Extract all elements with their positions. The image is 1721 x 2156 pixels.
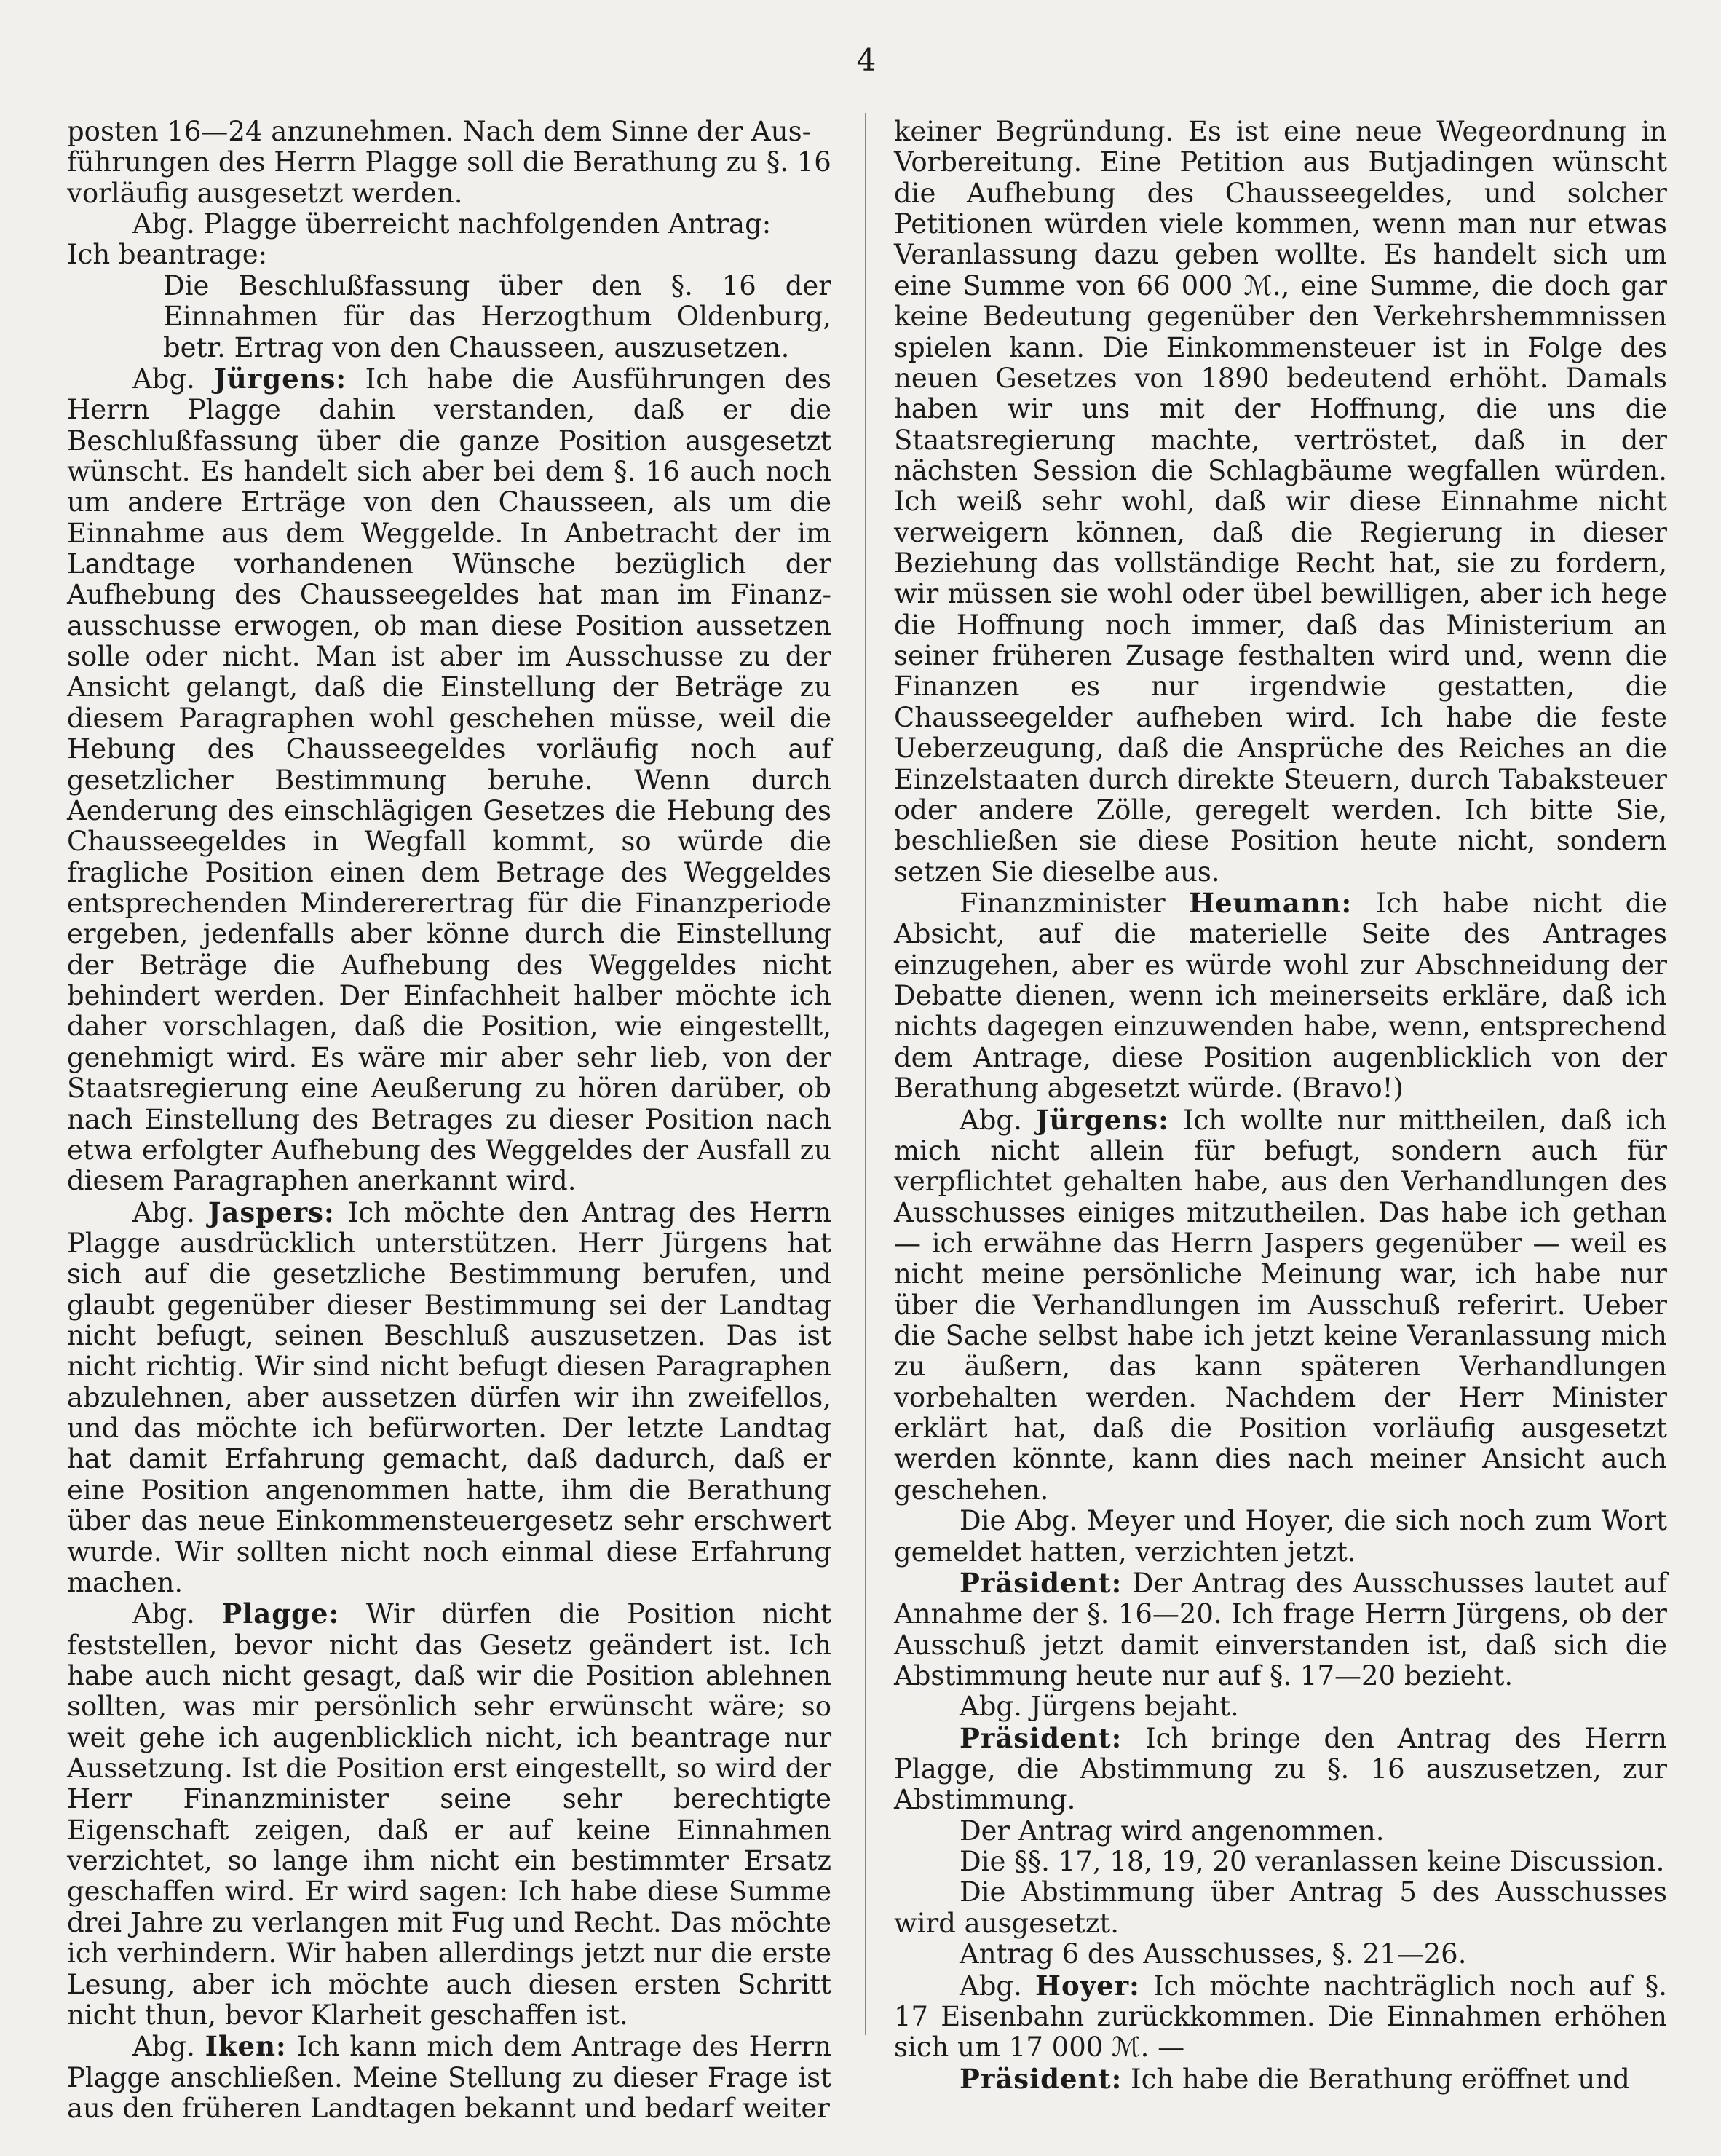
speaker-title: Abg.: [960, 1104, 1022, 1136]
speaker-name: Präsident:: [960, 1566, 1123, 1599]
speaker-name: Jürgens:: [1036, 1103, 1169, 1136]
text-paragraph: Die §§. 17, 18, 19, 20 veranlassen keine Discussion.: [960, 1846, 1665, 1878]
text-paragraph: Antrag 6 des Ausschusses, §. 21—26.: [960, 1938, 1467, 1970]
page-number: 4: [856, 42, 877, 78]
speech-text: Ich bringe den Antrag des Herrn Plagge, die Abstimmung zu §. 16 auszusetzen, zur Abstimmung.: [894, 1722, 1667, 1816]
text-paragraph: posten 16—24 anzunehmen. Nach dem Sinne der Aus- führungen des Herrn Plagge soll die Berathung zu §. 16 vorläufig ausgesetzt werden.: [67, 116, 831, 209]
text-paragraph: Die Abg. Meyer und Hoyer, die sich noch zum Wort gemeldet hatten, verzichten jetzt.: [894, 1505, 1667, 1568]
speaker-name: Präsident:: [960, 2062, 1123, 2095]
text-paragraph: keiner Begründung. Es ist eine neue Wegeordnung in Vorbereitung. Eine Petition aus Butjadingen wünscht die Aufhebung des Chausseegeldes, und solcher Petitionen würden viele kommen, wenn man nur etwas Veranlassung dazu geben wollte. Es handelt sich um eine Summe von 66 000 ℳ., eine Summe, die doch gar keine Bedeutung gegenüber den Verkehrshemmnissen spielen kann. Die Einkommensteuer ist in Folge des neuen Gesetzes von 1890 bedeutend erhöht. Damals haben wir uns mit der Hoffnung, die uns die Staatsregierung machte, vertröstet, daß in der nächsten Session die Schlagbäume wegfallen würden. Ich weiß sehr wohl, daß wir diese Einnahme nicht verweigern können, daß die Regierung in dieser Beziehung das vollständige Recht hat, sie zu fordern, wir müssen sie wohl oder übel bewilligen, aber ich hege die Hoffnung noch immer, daß das Ministerium an seiner früheren Zusage festhalten wird und, wenn die Finanzen es nur irgendwie gestatten, die Chausseegelder aufheben wird. Ich habe die feste Ueberzeugung, daß die Ansprüche des Reiches an die Einzelstaaten durch direkte Steuern, durch Tabaksteuer oder andere Zölle, geregelt werden. Ich bitte Sie, beschließen sie diese Position heute nicht, sondern setzen Sie dieselbe aus.: [894, 116, 1667, 888]
speaker-name: Iken:: [205, 2030, 287, 2063]
speech-text: Wir dürfen die Position nicht feststellen, bevor nicht das Gesetz geändert ist. Ich habe auch nicht gesagt, daß wir die Position ablehnen sollten, was mir persönlich sehr erwünscht wäre; so weit gehe ich augenblicklich nicht, ich beantrage nur Aussetzung. Ist die Position erst eingestellt, so wird der Herr Finanzminister seine sehr berechtigte Eigenschaft zeigen, daß er auf keine Einnahmen verzichtet, so lange ihm nicht ein bestimmter Ersatz geschaffen wird. Er wird sagen: Ich habe diese Summe drei Jahre zu verlangen mit Fug und Recht. Das möchte ich verhindern. Wir haben allerdings jetzt nur die erste Lesung, aber ich möchte auch diesen ersten Schritt nicht thun, bevor Klarheit geschaffen ist.: [67, 1598, 832, 2031]
speaker-name: Heumann:: [1189, 886, 1353, 919]
speaker-name: Jaspers:: [207, 1196, 335, 1228]
speech-text: Ich wollte nur mittheilen, daß ich mich nicht allein für befugt, sondern auch für verpflichtet gehalten habe, aus den Verhandlungen des Ausschusses einiges mitzutheilen. Das habe ich gethan — ich erwähne das Herrn Jaspers gegenüber — weil es nicht meine persönliche Meinung war, ich habe nur über die Verhandlungen im Ausschuß referirt. Ueber die Sache selbst habe ich jetzt keine Veranlassung mich zu äußern, das kann späteren Verhandlungen vorbehalten werden. Nachdem der Herr Minister erklärt hat, daß die Position vorläufig ausgesetzt werden könnte, kann dies nach meiner Ansicht auch geschehen.: [894, 1104, 1667, 1506]
speech-text: Ich habe nicht die Absicht, auf die materielle Seite des Antrages einzugehen, aber es würde wohl zur Abschneidung der Debatte dienen, wenn ich meinerseits erkläre, daß ich nichts dagegen einzuwenden habe, wenn, entsprechend dem Antrage, diese Position augenblicklich von der Berathung abgesetzt würde. (Bravo!): [894, 887, 1668, 1105]
motion-quote: Die Beschlußfassung über den §. 16 der Einnahmen für das Herzogthum Oldenburg, betr. Ertrag von den Chausseen, auszusetzen.: [163, 269, 831, 363]
speech-paragraph: [894, 1105, 1667, 1507]
right-column: [894, 117, 1667, 2095]
speaker-name: Jürgens:: [213, 362, 347, 395]
speaker-name: Präsident:: [960, 1721, 1123, 1754]
speaker-title: Finanzminister: [960, 887, 1166, 919]
speech-paragraph: [894, 888, 1667, 1105]
text-paragraph: Der Antrag wird angenommen.: [960, 1815, 1385, 1847]
speaker-title: Abg.: [132, 1196, 195, 1228]
speech-paragraph: [67, 363, 831, 1197]
speech-text: Ich habe die Ausführungen des Herrn Plagge dahin verstanden, daß er die Beschlußfassung über die ganze Position ausgesetzt wünscht. Es handelt sich aber bei dem §. 16 auch noch um andere Erträge von den Chausseen, als um die Einnahme aus dem Weggelde. In Anbetracht der im Landtage vorhandenen Wünsche bezüglich der Aufhebung des Chausseegeldes hat man im Finanz-ausschusse erwogen, ob man diese Position aussetzen solle oder nicht. Man ist aber im Ausschusse zu der Ansicht gelangt, daß die Einstellung der Beträge zu diesem Paragraphen wohl geschehen müsse, weil die Hebung des Chausseegeldes vorläufig noch auf gesetzlicher Bestimmung beruhe. Wenn durch Aenderung des einschlägigen Gesetzes die Hebung des Chausseegeldes in Wegfall kommt, so würde die fragliche Position einen dem Betrage des Weggeldes entsprechenden Mindererertrag für die Finanzperiode ergeben, jedenfalls aber könne durch die Einstellung der Beträge die Aufhebung des Weggeldes nicht behindert werden. Der Einfachheit halber möchte ich daher vorschlagen, daß die Position, wie eingestellt, genehmigt wird. Es wäre mir aber sehr lieb, von der Staatsregierung eine Aeußerung zu hören darüber, ob nach Einstellung des Betrages zu dieser Position nach etwa erfolgter Aufhebung des Weggeldes der Ausfall zu diesem Paragraphen anerkannt wird.: [67, 363, 831, 1197]
speech-paragraph: [67, 1197, 831, 1599]
speaker-title: Abg.: [132, 2031, 195, 2063]
speaker-title: Abg.: [132, 363, 195, 395]
speech-paragraph: [894, 1970, 1667, 2064]
speaker-title: Abg.: [132, 1598, 195, 1630]
speech-paragraph: [894, 1568, 1667, 1691]
speech-paragraph: [67, 2031, 831, 2124]
speech-paragraph: [894, 2064, 1667, 2095]
speech-paragraph: [67, 1598, 831, 2031]
speech-paragraph: [894, 1723, 1667, 1816]
column-divider: [865, 113, 866, 2035]
text-paragraph: Abg. Jürgens bejaht.: [960, 1691, 1239, 1723]
speech-text: Der Antrag des Ausschusses lautet auf Annahme der §. 16—20. Ich frage Herrn Jürgens, ob der Ausschuß jetzt damit einverstanden ist, daß sich die Abstimmung heute nur auf §. 17—20 bezieht.: [894, 1567, 1667, 1691]
speech-text: Ich habe die Berathung eröffnet und: [1131, 2063, 1630, 2095]
text-paragraph: Abg. Plagge überreicht nachfolgenden Antrag: Ich beantrage:: [67, 208, 772, 271]
speaker-name: Plagge:: [221, 1598, 340, 1630]
speaker-name: Hoyer:: [1035, 1969, 1140, 2002]
speech-text: Ich möchte den Antrag des Herrn Plagge ausdrücklich unterstützen. Herr Jürgens hat sich auf die gesetzliche Bestimmung berufen, und glaubt gegenüber dieser Bestimmung sei der Landtag nicht befugt, seinen Beschluß auszusetzen. Das ist nicht richtig. Wir sind nicht befugt diesen Paragraphen abzulehnen, aber aussetzen dürfen wir ihn zweifellos, und das möchte ich befürworten. Der letzte Landtag hat damit Erfahrung gemacht, daß dadurch, daß er eine Position angenommen hatte, ihm die Berathung über das neue Einkommensteuergesetz sehr erschwert wurde. Wir sollten nicht noch einmal diese Erfahrung machen.: [67, 1196, 832, 1598]
speech-text: Ich kann mich dem Antrage des Herrn Plagge anschließen. Meine Stellung zu dieser Frage ist aus den früheren Landtagen bekannt und bedarf weiter: [67, 2031, 831, 2124]
speaker-title: Abg.: [960, 1970, 1022, 2002]
left-column: [67, 117, 831, 2124]
speech-text: Ich möchte nachträglich noch auf §. 17 Eisenbahn zurückkommen. Die Einnahmen erhöhen sich um 17 000 ℳ. —: [894, 1970, 1667, 2064]
text-paragraph: Die Abstimmung über Antrag 5 des Ausschusses wird ausgesetzt.: [894, 1876, 1667, 1939]
